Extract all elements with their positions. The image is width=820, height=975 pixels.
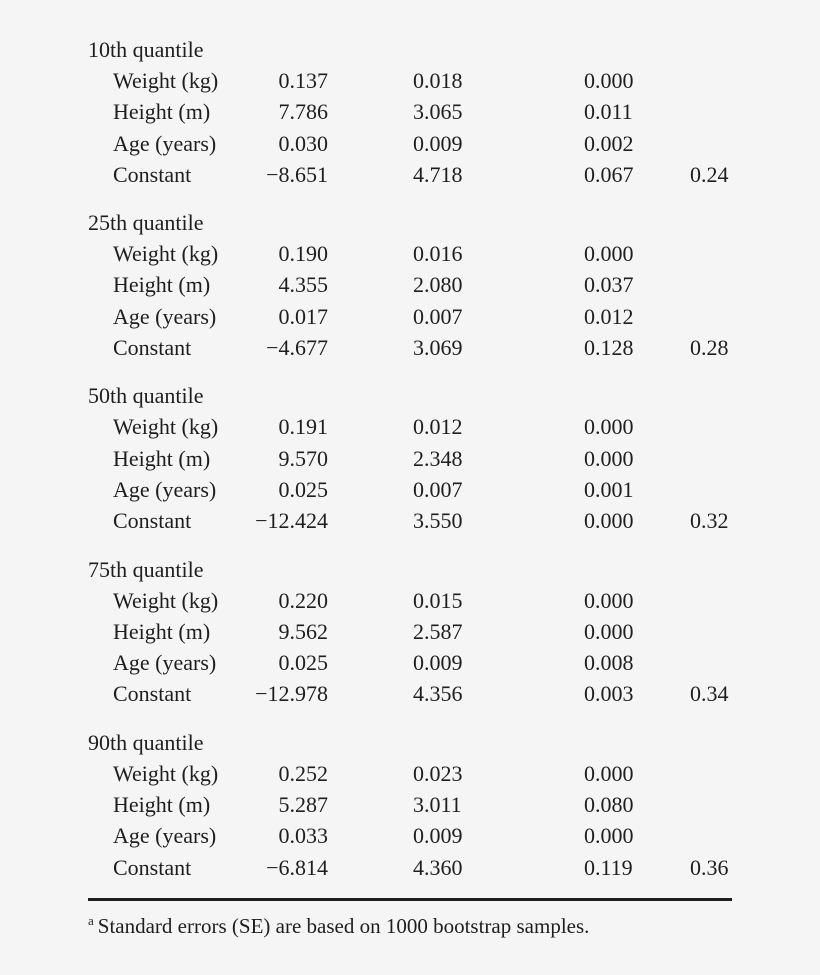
standard-error-cell: 2.587 [413, 618, 463, 644]
p-value-cell: 0.067 [584, 161, 634, 187]
coefficient-cell: 4.355 [278, 272, 328, 298]
quantile-title: 50th quantile [88, 383, 204, 409]
table-bottom-rule [88, 898, 732, 901]
quantile-title: 75th quantile [88, 556, 204, 582]
table-row [88, 789, 732, 820]
pseudo-r2-cell: 0.36 [690, 854, 729, 880]
regression-table [88, 34, 732, 900]
table-row [88, 238, 732, 269]
standard-error-cell: 0.009 [413, 130, 463, 156]
p-value-cell: 0.037 [584, 272, 634, 298]
standard-error-cell: 2.080 [413, 272, 463, 298]
table-row [88, 616, 732, 647]
quantile-group [88, 380, 732, 536]
coefficient-cell: 9.570 [278, 445, 328, 471]
p-value-cell: 0.002 [584, 130, 634, 156]
p-value-cell: 0.119 [584, 854, 633, 880]
table-row [88, 758, 732, 789]
table-row [88, 96, 732, 127]
table-row [88, 474, 732, 505]
p-value-cell: 0.000 [584, 508, 634, 534]
quantile-title: 10th quantile [88, 37, 204, 62]
variable-label: Age (years) [113, 650, 217, 676]
coefficient-cell: 0.220 [278, 587, 328, 613]
quantile-group [88, 207, 732, 363]
p-value-cell: 0.012 [584, 303, 634, 329]
coefficient-cell: 5.287 [278, 792, 328, 818]
variable-label: Weight (kg) [113, 414, 219, 440]
table-footnote [88, 906, 589, 941]
variable-label: Age (years) [113, 303, 217, 329]
standard-error-cell: 3.065 [413, 99, 463, 125]
quantile-title: 90th quantile [88, 729, 204, 755]
coefficient-cell: −4.677 [266, 335, 328, 361]
standard-error-cell: 0.018 [413, 68, 463, 93]
variable-label: Height (m) [113, 792, 211, 818]
pseudo-r2-cell: 0.34 [690, 681, 729, 707]
standard-error-cell: 0.009 [413, 650, 463, 676]
standard-error-cell: 0.016 [413, 241, 463, 267]
coefficient-cell: 0.137 [278, 68, 328, 93]
standard-error-cell: 3.069 [413, 335, 463, 361]
standard-error-cell: 0.007 [413, 476, 463, 502]
variable-label: Height (m) [113, 99, 211, 125]
variable-label: Height (m) [113, 445, 211, 471]
p-value-cell: 0.000 [584, 618, 634, 644]
table-row [88, 585, 732, 616]
coefficient-cell: −8.651 [266, 161, 328, 187]
table-row [88, 301, 732, 332]
coefficient-cell: 9.562 [278, 618, 328, 644]
footnote-text: Standard errors (SE) are based on 1000 bootstrap samples. [97, 914, 590, 938]
coefficient-cell: 0.025 [278, 650, 328, 676]
standard-error-cell: 4.356 [413, 681, 463, 707]
p-value-cell: 0.000 [584, 414, 634, 440]
variable-label: Constant [113, 161, 192, 187]
variable-label: Height (m) [113, 272, 211, 298]
quantile-title: 25th quantile [88, 210, 204, 236]
standard-error-cell: 4.718 [413, 161, 463, 187]
p-value-cell: 0.001 [584, 476, 634, 502]
standard-error-cell: 3.550 [413, 508, 463, 534]
table-row [88, 505, 732, 536]
table-row [88, 852, 732, 883]
variable-label: Weight (kg) [113, 68, 219, 93]
table-row [88, 647, 732, 678]
variable-label: Weight (kg) [113, 241, 219, 267]
standard-error-cell: 0.012 [413, 414, 463, 440]
p-value-cell: 0.000 [584, 760, 634, 786]
pseudo-r2-cell: 0.32 [690, 508, 729, 534]
pseudo-r2-cell: 0.24 [690, 161, 729, 187]
variable-label: Weight (kg) [113, 587, 219, 613]
table-row [88, 65, 732, 96]
coefficient-cell: 7.786 [278, 99, 328, 125]
coefficient-cell: 0.033 [278, 823, 328, 849]
coefficient-cell: 0.190 [278, 241, 328, 267]
coefficient-cell: −6.814 [266, 854, 328, 880]
coefficient-cell: 0.191 [278, 414, 328, 440]
variable-label: Height (m) [113, 618, 211, 644]
table-row [88, 411, 732, 442]
p-value-cell: 0.000 [584, 68, 634, 93]
variable-label: Weight (kg) [113, 760, 219, 786]
variable-label: Age (years) [113, 476, 217, 502]
p-value-cell: 0.080 [584, 792, 634, 818]
footnote-marker: a [88, 913, 94, 928]
p-value-cell: 0.008 [584, 650, 634, 676]
table-row [88, 443, 732, 474]
quantile-group [88, 727, 732, 883]
standard-error-cell: 0.023 [413, 760, 463, 786]
table-row [88, 128, 732, 159]
variable-label: Constant [113, 508, 192, 534]
table-row [88, 269, 732, 300]
quantile-group [88, 554, 732, 710]
coefficient-cell: −12.424 [255, 508, 328, 534]
variable-label: Constant [113, 335, 192, 361]
variable-label: Age (years) [113, 823, 217, 849]
variable-label: Constant [113, 854, 192, 880]
p-value-cell: 0.003 [584, 681, 634, 707]
p-value-cell: 0.000 [584, 823, 634, 849]
standard-error-cell: 4.360 [413, 854, 463, 880]
p-value-cell: 0.000 [584, 587, 634, 613]
coefficient-cell: 0.030 [278, 130, 328, 156]
standard-error-cell: 3.011 [413, 792, 462, 818]
table-row [88, 332, 732, 363]
standard-error-cell: 0.007 [413, 303, 463, 329]
table-row [88, 820, 732, 851]
coefficient-cell: 0.025 [278, 476, 328, 502]
p-value-cell: 0.128 [584, 335, 634, 361]
variable-label: Constant [113, 681, 192, 707]
standard-error-cell: 0.009 [413, 823, 463, 849]
p-value-cell: 0.000 [584, 445, 634, 471]
p-value-cell: 0.011 [584, 99, 633, 125]
standard-error-cell: 0.015 [413, 587, 463, 613]
coefficient-cell: 0.252 [278, 760, 328, 786]
coefficient-cell: 0.017 [278, 303, 328, 329]
variable-label: Age (years) [113, 130, 217, 156]
coefficient-cell: −12.978 [255, 681, 328, 707]
table-row [88, 678, 732, 709]
table-row [88, 159, 732, 190]
quantile-group [88, 34, 732, 190]
standard-error-cell: 2.348 [413, 445, 463, 471]
pseudo-r2-cell: 0.28 [690, 335, 729, 361]
p-value-cell: 0.000 [584, 241, 634, 267]
